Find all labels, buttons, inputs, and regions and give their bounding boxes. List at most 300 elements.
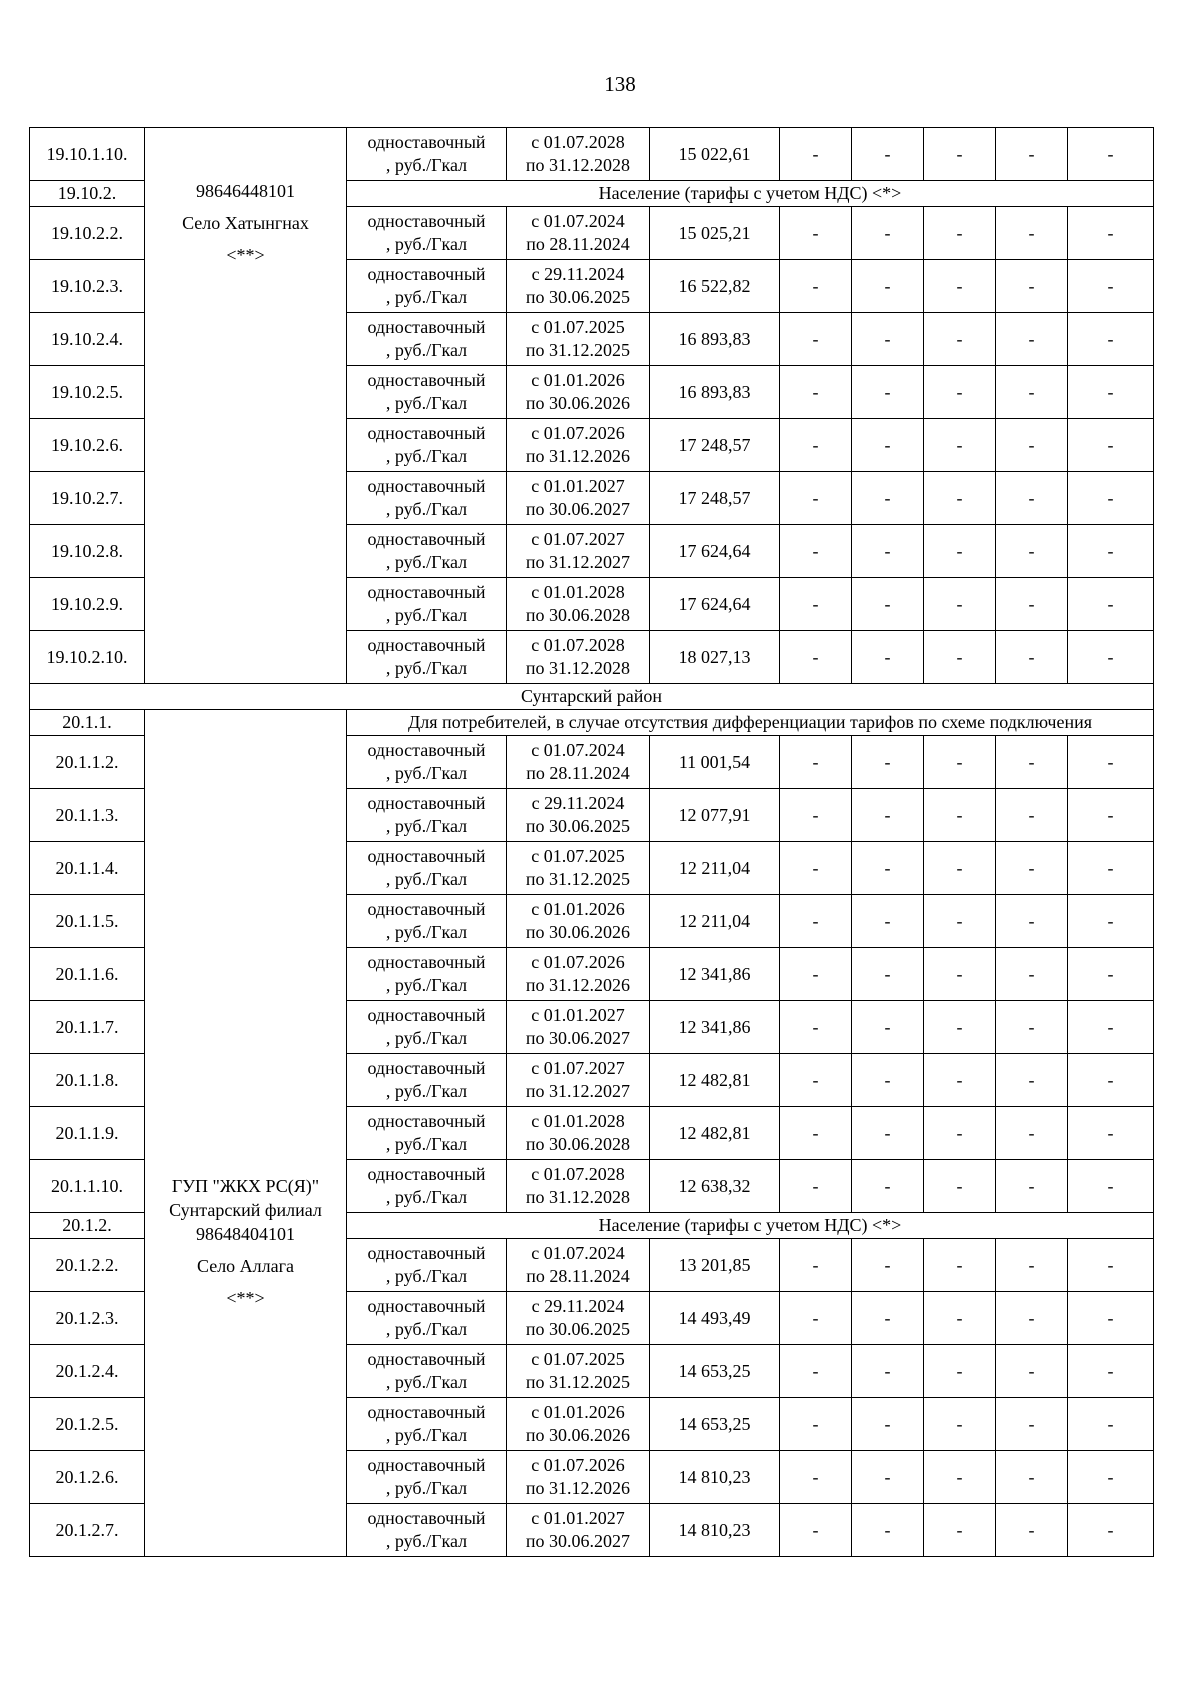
validity-period — [507, 736, 650, 789]
row-number: 19.10.2.10. — [30, 631, 145, 684]
tariff-value: 13 201,85 — [650, 1239, 780, 1292]
empty-value-cell: - — [780, 842, 852, 895]
empty-value-cell: - — [924, 842, 996, 895]
empty-value-cell: - — [852, 128, 924, 181]
empty-value-cell: - — [924, 1345, 996, 1398]
settlement-name: Село Аллага — [196, 1256, 295, 1276]
empty-value-cell: - — [924, 207, 996, 260]
rate-type-line1: одноставочный — [367, 1243, 486, 1263]
empty-value-cell: - — [996, 525, 1068, 578]
empty-value-cell: - — [924, 1239, 996, 1292]
tariff-value: 16 893,83 — [650, 366, 780, 419]
spacer — [145, 203, 346, 211]
empty-value-cell: - — [996, 1001, 1068, 1054]
empty-value-cell: - — [924, 1054, 996, 1107]
rate-type-line2: , руб./Гкал — [385, 1187, 468, 1207]
rate-type — [347, 366, 507, 419]
empty-value-cell: - — [852, 1504, 924, 1557]
period-from: с 01.07.2027 — [531, 1058, 625, 1078]
period-to: по 31.12.2028 — [525, 1187, 631, 1207]
empty-value-cell: - — [852, 1160, 924, 1213]
empty-value-cell: - — [996, 207, 1068, 260]
empty-value-cell: - — [780, 366, 852, 419]
empty-value-cell: - — [996, 366, 1068, 419]
rate-type-line2: , руб./Гкал — [385, 340, 468, 360]
organization-name-line1: ГУП "ЖКХ РС(Я)" — [171, 1176, 320, 1196]
empty-value-cell: - — [924, 366, 996, 419]
empty-value-cell: - — [1068, 1504, 1154, 1557]
period-to: по 30.06.2027 — [525, 499, 631, 519]
row-number: 19.10.2.7. — [30, 472, 145, 525]
validity-period — [507, 366, 650, 419]
spacer — [145, 1278, 346, 1286]
tariff-value: 18 027,13 — [650, 631, 780, 684]
empty-value-cell: - — [852, 366, 924, 419]
empty-value-cell: - — [996, 419, 1068, 472]
rate-type — [347, 1345, 507, 1398]
empty-value-cell: - — [996, 578, 1068, 631]
empty-value-cell: - — [1068, 1001, 1154, 1054]
validity-period — [507, 789, 650, 842]
period-to: по 30.06.2026 — [525, 1425, 631, 1445]
period-from: с 01.01.2027 — [531, 1005, 625, 1025]
empty-value-cell: - — [852, 895, 924, 948]
row-number: 19.10.2.8. — [30, 525, 145, 578]
empty-value-cell: - — [780, 1451, 852, 1504]
rate-type-line2: , руб./Гкал — [385, 234, 468, 254]
rate-type-line1: одноставочный — [367, 370, 486, 390]
empty-value-cell: - — [996, 1160, 1068, 1213]
rate-type-line2: , руб./Гкал — [385, 922, 468, 942]
row-number: 20.1.2.4. — [30, 1345, 145, 1398]
empty-value-cell: - — [852, 260, 924, 313]
period-from: с 29.11.2024 — [531, 264, 625, 284]
rate-type — [347, 1451, 507, 1504]
empty-value-cell: - — [924, 736, 996, 789]
empty-value-cell: - — [780, 260, 852, 313]
period-from: с 01.01.2027 — [531, 1508, 625, 1528]
validity-period — [507, 1054, 650, 1107]
empty-value-cell: - — [852, 1451, 924, 1504]
empty-value-cell: - — [780, 948, 852, 1001]
rate-type-line1: одноставочный — [367, 132, 486, 152]
row-number: 20.1.1.10. — [30, 1160, 145, 1213]
validity-period — [507, 842, 650, 895]
empty-value-cell: - — [852, 1398, 924, 1451]
period-to: по 31.12.2028 — [525, 658, 631, 678]
empty-value-cell: - — [924, 260, 996, 313]
period-from: с 01.01.2026 — [531, 899, 625, 919]
period-from: с 01.07.2027 — [531, 529, 625, 549]
period-to: по 31.12.2027 — [525, 1081, 631, 1101]
rate-type-line1: одноставочный — [367, 1005, 486, 1025]
tariff-table-body — [30, 128, 1154, 1557]
empty-value-cell: - — [996, 789, 1068, 842]
footnote-mark: <**> — [226, 1288, 265, 1308]
tariff-value: 12 341,86 — [650, 948, 780, 1001]
rate-type — [347, 207, 507, 260]
rate-type — [347, 525, 507, 578]
period-from: с 01.01.2027 — [531, 476, 625, 496]
rate-type — [347, 128, 507, 181]
period-from: с 01.07.2028 — [531, 1164, 625, 1184]
period-from: с 01.07.2024 — [531, 211, 625, 231]
row-number: 19.10.2.2. — [30, 207, 145, 260]
empty-value-cell: - — [1068, 789, 1154, 842]
empty-value-cell: - — [996, 313, 1068, 366]
empty-value-cell: - — [780, 1001, 852, 1054]
empty-value-cell: - — [1068, 313, 1154, 366]
empty-value-cell: - — [1068, 948, 1154, 1001]
rate-type — [347, 631, 507, 684]
empty-value-cell: - — [996, 1451, 1068, 1504]
empty-value-cell: - — [780, 419, 852, 472]
row-number: 20.1.1. — [30, 710, 145, 736]
empty-value-cell: - — [924, 128, 996, 181]
validity-period — [507, 1292, 650, 1345]
rate-type-line2: , руб./Гкал — [385, 816, 468, 836]
empty-value-cell: - — [924, 313, 996, 366]
rate-type-line2: , руб./Гкал — [385, 446, 468, 466]
spacer — [145, 235, 346, 243]
empty-value-cell: - — [1068, 1107, 1154, 1160]
rate-type-line2: , руб./Гкал — [385, 1425, 468, 1445]
row-number: 19.10.2.5. — [30, 366, 145, 419]
period-to: по 31.12.2025 — [525, 340, 631, 360]
spacer — [145, 1246, 346, 1254]
rate-type-line1: одноставочный — [367, 1349, 486, 1369]
empty-value-cell: - — [780, 472, 852, 525]
settlement-name: Село Хатынгнах — [182, 212, 309, 233]
empty-value-cell: - — [780, 1054, 852, 1107]
period-from: с 01.01.2026 — [531, 1402, 625, 1422]
period-from: с 01.07.2026 — [531, 423, 625, 443]
tariff-value: 12 077,91 — [650, 789, 780, 842]
empty-value-cell: - — [852, 1239, 924, 1292]
row-number: 19.10.2.6. — [30, 419, 145, 472]
rate-type — [347, 472, 507, 525]
row-number: 20.1.1.3. — [30, 789, 145, 842]
period-to: по 30.06.2025 — [525, 1319, 631, 1339]
rate-type-line1: одноставочный — [367, 1455, 486, 1475]
rate-type-line2: , руб./Гкал — [385, 287, 468, 307]
empty-value-cell: - — [1068, 1345, 1154, 1398]
district-row — [30, 684, 1154, 710]
period-to: по 30.06.2028 — [525, 605, 631, 625]
empty-value-cell: - — [1068, 842, 1154, 895]
row-number: 20.1.2. — [30, 1213, 145, 1239]
rate-type — [347, 313, 507, 366]
empty-value-cell: - — [996, 1107, 1068, 1160]
validity-period — [507, 1504, 650, 1557]
empty-value-cell: - — [852, 525, 924, 578]
empty-value-cell: - — [924, 1160, 996, 1213]
row-number: 20.1.1.9. — [30, 1107, 145, 1160]
tariff-value: 17 624,64 — [650, 525, 780, 578]
empty-value-cell: - — [852, 1054, 924, 1107]
empty-value-cell: - — [780, 789, 852, 842]
validity-period — [507, 128, 650, 181]
period-from: с 01.07.2024 — [531, 740, 625, 760]
period-to: по 28.11.2024 — [526, 763, 630, 783]
rate-type-line1: одноставочный — [367, 952, 486, 972]
row-number: 20.1.2.2. — [30, 1239, 145, 1292]
validity-period — [507, 1398, 650, 1451]
tariff-value: 17 624,64 — [650, 578, 780, 631]
period-from: с 29.11.2024 — [531, 1296, 625, 1316]
validity-period — [507, 1345, 650, 1398]
validity-period — [507, 631, 650, 684]
empty-value-cell: - — [924, 1001, 996, 1054]
period-to: по 30.06.2028 — [525, 1134, 631, 1154]
period-from: с 01.07.2025 — [531, 846, 625, 866]
empty-value-cell: - — [1068, 366, 1154, 419]
group-header: Население (тарифы с учетом НДС) <*> — [347, 181, 1154, 207]
rate-type-line2: , руб./Гкал — [385, 1372, 468, 1392]
rate-type-line1: одноставочный — [367, 846, 486, 866]
empty-value-cell: - — [996, 736, 1068, 789]
empty-value-cell: - — [1068, 736, 1154, 789]
rate-type-line2: , руб./Гкал — [385, 975, 468, 995]
period-to: по 30.06.2026 — [525, 922, 631, 942]
empty-value-cell: - — [780, 736, 852, 789]
validity-period — [507, 472, 650, 525]
empty-value-cell: - — [1068, 128, 1154, 181]
empty-value-cell: - — [996, 1345, 1068, 1398]
empty-value-cell: - — [996, 1239, 1068, 1292]
period-to: по 28.11.2024 — [526, 234, 630, 254]
rate-type-line2: , руб./Гкал — [385, 393, 468, 413]
period-to: по 30.06.2027 — [525, 1028, 631, 1048]
empty-value-cell: - — [780, 128, 852, 181]
rate-type-line2: , руб./Гкал — [385, 1478, 468, 1498]
rate-type — [347, 578, 507, 631]
rate-type-line1: одноставочный — [367, 899, 486, 919]
period-to: по 30.06.2025 — [525, 287, 631, 307]
rate-type — [347, 842, 507, 895]
empty-value-cell: - — [852, 1001, 924, 1054]
period-to: по 28.11.2024 — [526, 1266, 630, 1286]
okato-code: 98648404101 — [196, 1224, 295, 1244]
empty-value-cell: - — [924, 948, 996, 1001]
tariff-value: 12 341,86 — [650, 1001, 780, 1054]
empty-value-cell: - — [852, 578, 924, 631]
empty-value-cell: - — [996, 631, 1068, 684]
empty-value-cell: - — [924, 1292, 996, 1345]
empty-value-cell: - — [780, 1239, 852, 1292]
group-header: Население (тарифы с учетом НДС) <*> — [347, 1213, 1154, 1239]
rate-type-line1: одноставочный — [367, 740, 486, 760]
empty-value-cell: - — [1068, 1239, 1154, 1292]
row-number: 20.1.2.7. — [30, 1504, 145, 1557]
rate-type — [347, 895, 507, 948]
period-from: с 01.07.2028 — [531, 132, 625, 152]
empty-value-cell: - — [1068, 207, 1154, 260]
period-from: с 01.07.2025 — [531, 1349, 625, 1369]
organization-cell — [145, 710, 347, 1557]
empty-value-cell: - — [996, 260, 1068, 313]
rate-type — [347, 1292, 507, 1345]
rate-type — [347, 1001, 507, 1054]
empty-value-cell: - — [780, 578, 852, 631]
empty-value-cell: - — [852, 207, 924, 260]
row-number: 20.1.2.5. — [30, 1398, 145, 1451]
period-from: с 01.01.2028 — [531, 1111, 625, 1131]
rate-type — [347, 1398, 507, 1451]
rate-type-line2: , руб./Гкал — [385, 605, 468, 625]
tariff-value: 14 810,23 — [650, 1451, 780, 1504]
period-from: с 29.11.2024 — [531, 793, 625, 813]
empty-value-cell: - — [852, 472, 924, 525]
empty-value-cell: - — [924, 895, 996, 948]
empty-value-cell: - — [852, 1107, 924, 1160]
tariff-value: 12 482,81 — [650, 1054, 780, 1107]
empty-value-cell: - — [780, 1107, 852, 1160]
rate-type-line1: одноставочный — [367, 529, 486, 549]
empty-value-cell: - — [924, 419, 996, 472]
rate-type-line1: одноставочный — [367, 1508, 486, 1528]
rate-type-line1: одноставочный — [367, 582, 486, 602]
empty-value-cell: - — [780, 525, 852, 578]
empty-value-cell: - — [780, 1504, 852, 1557]
footnote-mark: <**> — [226, 244, 265, 265]
rate-type-line1: одноставочный — [367, 1111, 486, 1131]
tariff-value: 11 001,54 — [650, 736, 780, 789]
empty-value-cell: - — [1068, 631, 1154, 684]
district-name: Сунтарский район — [30, 684, 1154, 710]
rate-type — [347, 789, 507, 842]
group-header-row — [30, 710, 1154, 736]
period-from: с 01.01.2028 — [531, 582, 625, 602]
empty-value-cell: - — [780, 207, 852, 260]
row-number: 20.1.1.2. — [30, 736, 145, 789]
validity-period — [507, 207, 650, 260]
empty-value-cell: - — [852, 789, 924, 842]
empty-value-cell: - — [1068, 895, 1154, 948]
row-number: 20.1.1.5. — [30, 895, 145, 948]
empty-value-cell: - — [1068, 1160, 1154, 1213]
empty-value-cell: - — [996, 472, 1068, 525]
okato-code: 98646448101 — [196, 180, 295, 201]
rate-type-line1: одноставочный — [367, 476, 486, 496]
tariff-value: 14 653,25 — [650, 1398, 780, 1451]
empty-value-cell: - — [852, 948, 924, 1001]
rate-type-line1: одноставочный — [367, 423, 486, 443]
empty-value-cell: - — [996, 1398, 1068, 1451]
rate-type-line1: одноставочный — [367, 793, 486, 813]
validity-period — [507, 419, 650, 472]
period-to: по 31.12.2025 — [525, 1372, 631, 1392]
period-to: по 31.12.2026 — [525, 975, 631, 995]
row-number: 20.1.1.4. — [30, 842, 145, 895]
row-number: 19.10.2.9. — [30, 578, 145, 631]
empty-value-cell: - — [1068, 260, 1154, 313]
empty-value-cell: - — [1068, 419, 1154, 472]
rate-type — [347, 1504, 507, 1557]
period-to: по 31.12.2026 — [525, 1478, 631, 1498]
validity-period — [507, 1001, 650, 1054]
period-to: по 30.06.2027 — [525, 1531, 631, 1551]
tariff-value: 17 248,57 — [650, 472, 780, 525]
validity-period — [507, 948, 650, 1001]
rate-type-line2: , руб./Гкал — [385, 1319, 468, 1339]
empty-value-cell: - — [780, 1160, 852, 1213]
period-to: по 31.12.2025 — [525, 869, 631, 889]
rate-type-line2: , руб./Гкал — [385, 499, 468, 519]
empty-value-cell: - — [924, 1504, 996, 1557]
period-from: с 01.07.2028 — [531, 635, 625, 655]
rate-type-line2: , руб./Гкал — [385, 869, 468, 889]
empty-value-cell: - — [996, 1292, 1068, 1345]
rate-type-line1: одноставочный — [367, 264, 486, 284]
tariff-value: 12 211,04 — [650, 842, 780, 895]
empty-value-cell: - — [996, 895, 1068, 948]
rate-type — [347, 1107, 507, 1160]
empty-value-cell: - — [996, 128, 1068, 181]
rate-type — [347, 260, 507, 313]
period-to: по 30.06.2026 — [525, 393, 631, 413]
row-number: 20.1.1.8. — [30, 1054, 145, 1107]
rate-type-line2: , руб./Гкал — [385, 1134, 468, 1154]
empty-value-cell: - — [852, 1292, 924, 1345]
rate-type — [347, 948, 507, 1001]
rate-type-line2: , руб./Гкал — [385, 1081, 468, 1101]
period-to: по 31.12.2028 — [525, 155, 631, 175]
rate-type-line1: одноставочный — [367, 1058, 486, 1078]
empty-value-cell: - — [924, 789, 996, 842]
rate-type-line1: одноставочный — [367, 1164, 486, 1184]
empty-value-cell: - — [924, 1398, 996, 1451]
validity-period — [507, 1239, 650, 1292]
empty-value-cell: - — [780, 313, 852, 366]
tariff-value: 12 638,32 — [650, 1160, 780, 1213]
validity-period — [507, 895, 650, 948]
rate-type — [347, 736, 507, 789]
period-from: с 01.07.2026 — [531, 1455, 625, 1475]
period-from: с 01.07.2025 — [531, 317, 625, 337]
tariff-value: 14 653,25 — [650, 1345, 780, 1398]
empty-value-cell: - — [924, 1451, 996, 1504]
rate-type-line2: , руб./Гкал — [385, 552, 468, 572]
rate-type — [347, 1160, 507, 1213]
rate-type-line1: одноставочный — [367, 211, 486, 231]
empty-value-cell: - — [996, 842, 1068, 895]
rate-type-line1: одноставочный — [367, 635, 486, 655]
empty-value-cell: - — [1068, 1292, 1154, 1345]
empty-value-cell: - — [852, 736, 924, 789]
empty-value-cell: - — [1068, 1451, 1154, 1504]
empty-value-cell: - — [852, 842, 924, 895]
organization-details — [145, 714, 346, 1310]
row-number: 19.10.2.4. — [30, 313, 145, 366]
validity-period — [507, 525, 650, 578]
empty-value-cell: - — [780, 1292, 852, 1345]
tariff-value: 15 025,21 — [650, 207, 780, 260]
row-number: 19.10.2. — [30, 181, 145, 207]
empty-value-cell: - — [1068, 578, 1154, 631]
tariff-value: 15 022,61 — [650, 128, 780, 181]
tariff-value: 16 893,83 — [650, 313, 780, 366]
empty-value-cell: - — [1068, 525, 1154, 578]
rate-type-line2: , руб./Гкал — [385, 1266, 468, 1286]
rate-type-line2: , руб./Гкал — [385, 658, 468, 678]
row-number: 20.1.2.3. — [30, 1292, 145, 1345]
tariff-value: 12 211,04 — [650, 895, 780, 948]
table-row — [30, 207, 1154, 260]
organization-name-line2: Сунтарский филиал — [169, 1200, 322, 1220]
empty-value-cell: - — [852, 419, 924, 472]
empty-value-cell: - — [924, 525, 996, 578]
